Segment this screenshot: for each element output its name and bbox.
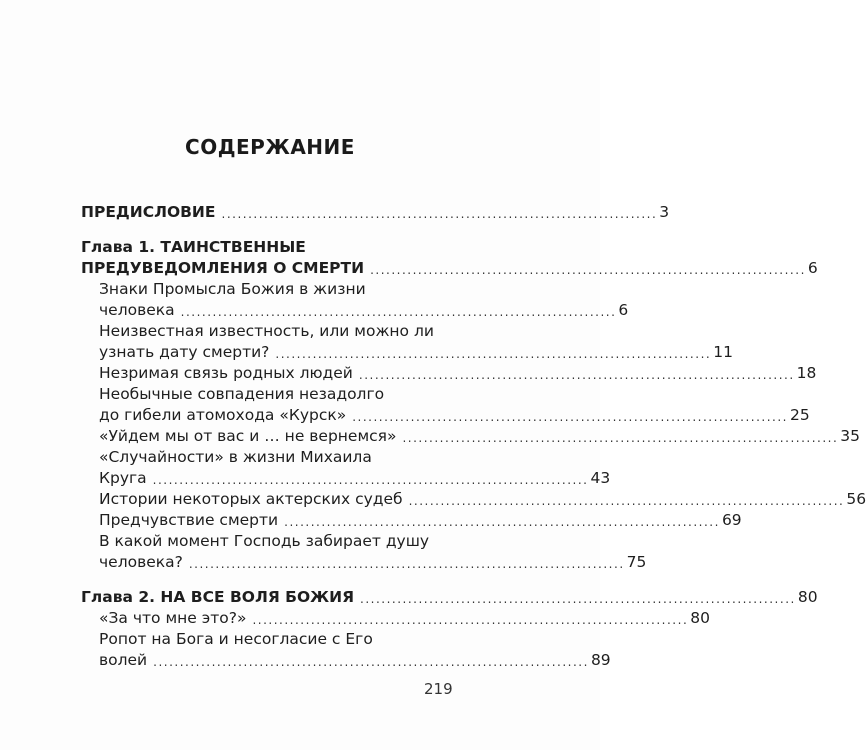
leader-dots: .................................................................................. — [275, 347, 712, 361]
toc-entry-title-line: Ропот на Бога и несогласие с Его — [99, 630, 373, 648]
toc-entry — [81, 202, 670, 223]
chapter-page: 80 — [797, 588, 818, 606]
toc-entry-page: 80 — [690, 609, 710, 627]
toc-entry — [99, 426, 861, 447]
leader-dots: .................................................................................. — [221, 207, 658, 221]
toc-chapter-1 — [81, 237, 866, 573]
chapter-page: 6 — [807, 259, 818, 277]
leader-dots: .................................................................................. — [402, 431, 839, 445]
leader-dots: .................................................................................. — [408, 494, 845, 508]
toc-entry — [99, 552, 647, 573]
toc-entry-title: Предчувствие смерти — [99, 511, 279, 529]
toc-entry-page: 18 — [796, 364, 817, 382]
toc-entry-title-line: В какой момент Господь забирает душу — [99, 532, 430, 550]
toc-entry — [99, 342, 733, 363]
toc-entry — [99, 608, 710, 629]
chapter-heading-line — [81, 258, 818, 279]
toc-entry-page: 89 — [590, 651, 611, 669]
toc-entry — [99, 510, 742, 531]
toc-entry-title-line: Необычные совпадения незадолго — [99, 385, 385, 403]
leader-dots: .................................................................................. — [180, 305, 617, 319]
toc-entry-page: 35 — [840, 427, 861, 445]
toc-entry-title-line: Знаки Промысла Божия в жизни — [99, 280, 366, 298]
toc-entry-page: 11 — [713, 343, 733, 361]
toc-entry-title-line: Неизвестная известность, или можно ли — [99, 322, 434, 340]
toc-entry-title: Круга — [99, 469, 147, 487]
toc-entry — [99, 489, 866, 510]
leader-dots: .................................................................................. — [252, 613, 689, 627]
page-title: СОДЕРЖАНИЕ — [185, 135, 355, 159]
toc-entry — [99, 405, 810, 426]
chapter-title: Глава 2. НА ВСЕ ВОЛЯ БОЖИЯ — [81, 588, 355, 606]
chapter-2-entries — [81, 608, 710, 671]
chapter-heading: Глава 1. ТАИНСТВЕННЫЕ — [81, 238, 306, 256]
toc-entry-title: Истории некоторых актерских судеб — [99, 490, 403, 508]
toc-entry-page: 56 — [846, 490, 866, 508]
toc-entry-page: 43 — [590, 469, 611, 487]
toc-entry-page: 25 — [790, 406, 810, 424]
toc-entry-title: узнать дату смерти? — [99, 343, 270, 361]
toc-entry-page: 6 — [618, 301, 629, 319]
toc-entry-title: человека? — [99, 553, 183, 571]
toc-entry-title: ПРЕДИСЛОВИЕ — [81, 203, 216, 221]
toc-preface — [81, 202, 670, 223]
page-number: 219 — [424, 680, 453, 698]
leader-dots: .................................................................................. — [188, 557, 625, 571]
toc-entry — [99, 363, 817, 384]
toc-chapter-2 — [81, 587, 818, 671]
leader-dots: .................................................................................. — [153, 655, 589, 669]
toc-entry-title: «За что мне это?» — [99, 609, 247, 627]
toc-entry-title-line: «Случайности» в жизни Михаила — [99, 448, 372, 466]
toc-entry-title: до гибели атомохода «Курск» — [99, 406, 347, 424]
leader-dots: .................................................................................. — [358, 368, 795, 382]
toc-entry — [99, 650, 611, 671]
leader-dots: .................................................................................. — [152, 473, 589, 487]
toc-entry-page: 3 — [659, 203, 670, 221]
toc-entry-title: волей — [99, 651, 148, 669]
chapter-1-entries — [81, 279, 866, 573]
toc-entry-title: Незримая связь родных людей — [99, 364, 353, 382]
toc-entry — [99, 300, 629, 321]
leader-dots: .................................................................................. — [284, 515, 720, 529]
leader-dots: .................................................................................. — [370, 263, 806, 277]
chapter-title: ПРЕДУВЕДОМЛЕНИЯ О СМЕРТИ — [81, 259, 365, 277]
toc-entry-title: «Уйдем мы от вас и … не вернемся» — [99, 427, 397, 445]
toc-entry — [99, 468, 611, 489]
toc-entry-title: человека — [99, 301, 175, 319]
chapter-heading-line — [81, 587, 818, 608]
leader-dots: .................................................................................. — [352, 410, 788, 424]
toc-entry-page: 69 — [721, 511, 742, 529]
toc-entry-page: 75 — [626, 553, 647, 571]
leader-dots: .................................................................................. — [360, 592, 796, 606]
